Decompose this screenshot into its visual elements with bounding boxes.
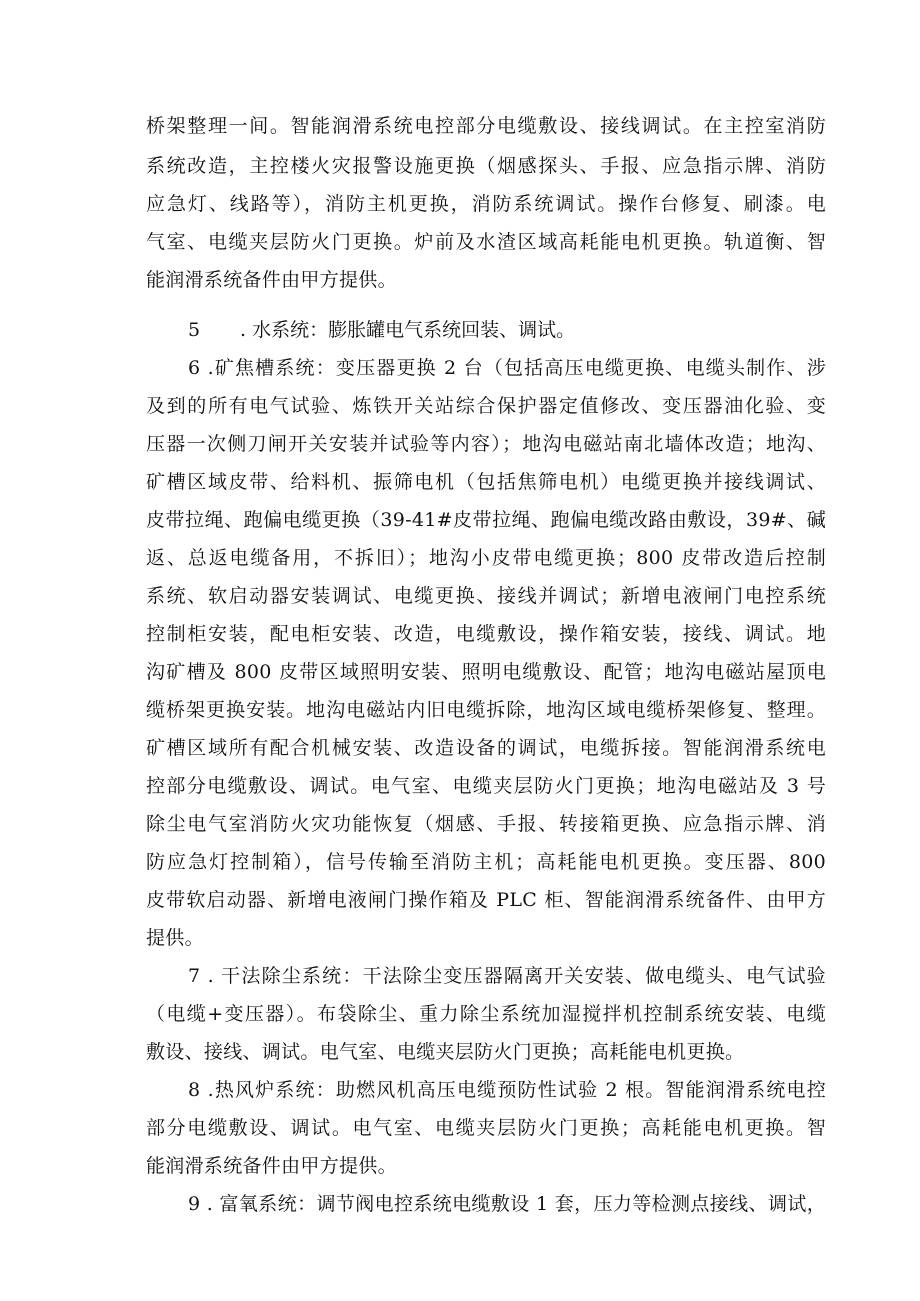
paragraph-line: 9 . 富氧系统：调节阀电控系统电缆敷设 1 套，压力等检测点接线、调试， — [188, 1193, 826, 1215]
paragraph-line: 提供。 — [146, 927, 204, 949]
paragraph-line: 返、总返电缆备用，不拆旧）；地沟小皮带电缆更换；800 皮带改造后控制 — [146, 547, 826, 569]
item-number: 5 — [188, 319, 201, 341]
paragraph-line: 矿槽区域皮带、给料机、振筛电机（包括焦筛电机）电缆更换并接线调试、 — [146, 471, 826, 493]
paragraph-line: 及到的所有电气试验、炼铁开关站综合保护器定值修改、变压器油化验、变 — [146, 395, 826, 417]
paragraph-line: 能润滑系统备件由甲方提供。 — [146, 1155, 397, 1177]
paragraph-line: 8 .热风炉系统：助燃风机高压电缆预防性试验 2 根。智能润滑系统电控 — [188, 1079, 826, 1101]
paragraph-line: 系统、软启动器安装调试、电缆更换、接线并调试；新增电液闸门电控系统 — [146, 585, 826, 607]
paragraph-line: 敷设、接线、调试。电气室、电缆夹层防火门更换；高耗能电机更换。 — [146, 1041, 745, 1063]
paragraph-line: 能润滑系统备件由甲方提供。 — [146, 269, 397, 291]
paragraph-line: 系统改造，主控楼火灾报警设施更换（烟感探头、手报、应急指示牌、消防 — [146, 155, 826, 177]
paragraph-line: 矿槽区域所有配合机械安装、改造设备的调试，电缆拆接。智能润滑系统电 — [146, 737, 826, 759]
paragraph-line: 部分电缆敷设、调试。电气室、电缆夹层防火门更换；高耗能电机更换。智 — [146, 1117, 826, 1139]
paragraph-line: 压器一次侧刀闸开关安装并试验等内容）；地沟电磁站南北墙体改造；地沟、 — [146, 433, 826, 455]
paragraph-line: 皮带拉绳、跑偏电缆更换（39-41#皮带拉绳、跑偏电缆改路由敷设，39#、碱 — [146, 509, 826, 531]
paragraph-line: 气室、电缆夹层防火门更换。炉前及水渣区域高耗能电机更换。轨道衡、智 — [146, 231, 826, 253]
paragraph-line: 防应急灯控制箱），信号传输至消防主机；高耗能电机更换。变压器、800 — [146, 851, 826, 873]
paragraph-line: 应急灯、线路等），消防主机更换，消防系统调试。操作台修复、刷漆。电 — [146, 193, 826, 215]
paragraph-line: 6 .矿焦槽系统：变压器更换 2 台（包括高压电缆更换、电缆头制作、涉 — [188, 357, 826, 379]
paragraph-line: （电缆+变压器）。布袋除尘、重力除尘系统加湿搅拌机控制系统安装、电缆 — [146, 1003, 826, 1025]
item-text: . 水系统：膨胀罐电气系统回装、调试。 — [240, 319, 576, 341]
paragraph-line: 控制柜安装，配电柜安装、改造，电缆敷设，操作箱安装，接线、调试。地 — [146, 623, 826, 645]
paragraph-line: 7 . 干法除尘系统：干法除尘变压器隔离开关安装、做电缆头、电气试验 — [188, 965, 826, 987]
paragraph-line: 控部分电缆敷设、调试。电气室、电缆夹层防火门更换；地沟电磁站及 3 号 — [146, 775, 826, 797]
paragraph-line: 沟矿槽及 800 皮带区域照明安装、照明电缆敷设、配管；地沟电磁站屋顶电 — [146, 661, 826, 683]
paragraph-line: 缆桥架更换安装。地沟电磁站内旧电缆拆除，地沟区域电缆桥架修复、整理。 — [146, 699, 826, 721]
paragraph-line: 除尘电气室消防火灾功能恢复（烟感、手报、转接箱更换、应急指示牌、消 — [146, 813, 826, 835]
paragraph-line: 皮带软启动器、新增电液闸门操作箱及 PLC 柜、智能润滑系统备件、由甲方 — [146, 889, 826, 911]
paragraph-line: 桥架整理一间。智能润滑系统电控部分电缆敷设、接线调试。在主控室消防 — [146, 115, 826, 137]
